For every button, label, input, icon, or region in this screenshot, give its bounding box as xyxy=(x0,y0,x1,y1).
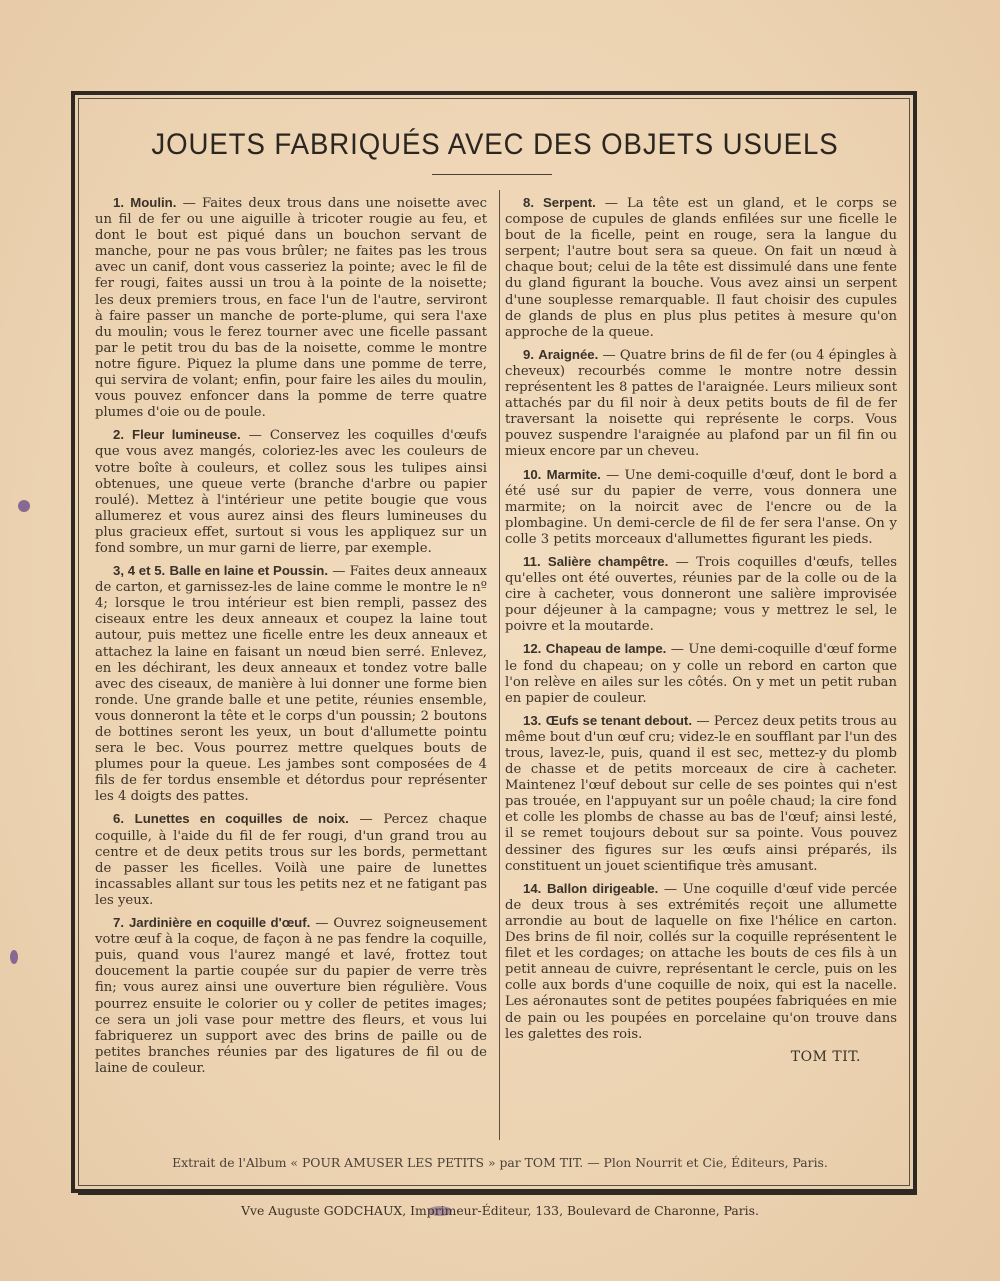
entry-heading: Araignée. xyxy=(538,346,599,362)
entry-fleur-lumineuse xyxy=(95,427,487,557)
entry-number: 3, 4 et 5. xyxy=(113,563,166,579)
entry-heading: Œufs se tenant debout. xyxy=(545,712,692,728)
entry-text: — Percez deux petits trous au même bout d'un œuf cru; videz-le en soufflant par l'un des trous, lavez-le, puis, quand il est sec, mettez-y du plomb de chasse et de petits morceaux de cire à cacheter. Maintenez l'œuf debout sur celle de ses pointes qui n'est pas trouée, en l'appuyant sur un poêle chaud; la cire fond et colle les plombs de chasse au bas de l'œuf; ainsi lesté, il se remet toujours debout sur sa pointe. Vous pouvez dessiner des figures sur les œufs ainsi préparés, ils constituent un jouet scientifique très amusant. xyxy=(505,713,897,874)
ink-stain xyxy=(18,500,30,512)
entry-text: — Percez chaque coquille, à l'aide du fil de fer rougi, d'un grand trou au centre et de deux petits trous sur les bords, permettant de passer les ficelles. Voilà une paire de lunettes incassables allant sur tous les petits nez et ne fatigant pas les yeux. xyxy=(95,812,487,908)
entry-heading: Balle en laine et Poussin. xyxy=(169,563,328,579)
entry-number: 11. xyxy=(523,553,541,569)
entry-heading: Fleur lumineuse. xyxy=(132,427,241,443)
page-title: JOUETS FABRIQUÉS AVEC DES OBJETS USUELS xyxy=(151,128,839,161)
entry-saliere xyxy=(505,554,897,635)
entry-heading: Ballon dirigeable. xyxy=(546,880,659,896)
entry-number: 6. xyxy=(113,811,124,827)
entry-lunettes xyxy=(95,811,487,909)
entry-number: 8. xyxy=(523,195,534,210)
entry-marmite xyxy=(505,467,897,548)
left-column xyxy=(95,195,487,1147)
entry-jardiniere xyxy=(95,915,487,1077)
entry-text: — Trois coquilles d'œufs, telles qu'elles ont été ouvertes, réunies par de la colle ou de la cire à cacheter, vous donneront une salière improvisée pour déjeuner à la campagne; vous y mettrez le sel, le poivre et la moutarde. xyxy=(505,554,897,635)
entry-heading: Jardinière en coquille d'œuf. xyxy=(128,915,311,931)
entry-text: — Faites deux trous dans une noisette avec un fil de fer ou une aiguille à tricoter rougie au feu, et dont le bout est piqué dans un bouchon servant de manche, pour ne pas vous brûler; ne faites pas les trous avec un canif, dont vous casseriez la pointe; avec le fil de fer rougi, faites aussi un trou à la pointe de la noisette; les deux premiers trous, en face l'un de l'autre, serviront à faire passer un manche de porte-plume, qui sera l'axe du moulin; vous le ferez tourner avec une ficelle passant par le petit trou du bas de la noisette, comme le montre notre figure. Piquez la plume dans une pomme de terre, qui servira de volant; enfin, pour faire les ailes du moulin, vous pouvez enfoncer dans la pomme de terre quatre plumes d'oie ou de poule. xyxy=(95,196,487,421)
entry-number: 12. xyxy=(523,641,542,657)
entry-text: — Une demi-coquille d'œuf forme le fond du chapeau; on y colle un rebord en carton que l'on relève en ailes sur les côtés. On y met un petit ruban en papier de couleur. xyxy=(505,642,897,706)
ink-stain xyxy=(10,950,18,964)
entry-heading: Chapeau de lampe. xyxy=(545,641,667,657)
bottom-rule xyxy=(78,1193,917,1195)
entry-number: 7. xyxy=(113,915,124,931)
entry-heading: Serpent. xyxy=(543,195,596,210)
album-credit: Extrait de l'Album « POUR AMUSER LES PETITS » par TOM TIT. — Plon Nourrit et Cie, Éditeurs, Paris. xyxy=(172,1155,828,1170)
entry-oeufs-debout xyxy=(505,713,897,875)
entry-serpent xyxy=(505,195,897,341)
entry-number: 2. xyxy=(113,427,124,443)
entry-balle-poussin xyxy=(95,563,487,805)
entry-moulin xyxy=(95,195,487,421)
entry-number: 10. xyxy=(523,466,542,482)
printer-imprint: Vve Auguste GODCHAUX, Imprimeur-Éditeur, 133, Boulevard de Charonne, Paris. xyxy=(241,1203,759,1218)
author-signature: TOM TIT. xyxy=(790,1048,861,1065)
entry-araignee xyxy=(505,347,897,461)
entry-chapeau-lampe xyxy=(505,641,897,706)
entry-number: 13. xyxy=(523,712,542,728)
title-underline xyxy=(432,174,552,175)
column-divider xyxy=(499,190,500,1140)
right-column xyxy=(505,195,897,1147)
entry-number: 14. xyxy=(523,880,542,896)
entry-text: — Ouvrez soigneusement votre œuf à la coque, de façon à ne pas fendre la coquille, puis, quand vous l'aurez mangé et lavé, frottez tout doucement la partie coupée sur du papier de verre très fin; vous aurez ainsi une ouverture bien régulière. Vous pourrez ensuite le colorier ou y coller de petites images; ce sera un joli vase pour mettre des fleurs, et vous lui fabriquerez un support avec des brins de paille ou de petites branches réunies par des ligatures de fil ou de laine de couleur. xyxy=(95,916,487,1076)
entry-ballon-dirigeable xyxy=(505,881,897,1043)
entry-text: — La tête est un gland, et le corps se compose de cupules de glands enfilées sur une ficelle le bout de la ficelle, peint en rouge, sera la langue du serpent; l'autre bout sera sa queue. On fait un nœud à chaque bout; celui de la tête est dissimulé dans une fente du gland figurant la bouche. Vous avez ainsi un serpent d'une souplesse remarquable. Il faut choisir des cupules de glands de plus en plus plus petites à mesure qu'on approche de la queue. xyxy=(505,196,897,340)
entry-heading: Salière champêtre. xyxy=(547,553,669,569)
entry-text: — Une coquille d'œuf vide percée de deux trous à ses extrémités reçoit une allumette arrondie au bout de laquelle on fixe l'hélice en carton. Des brins de fil noir, collés sur la coquille représentent le filet et les cordages; on attache les bouts de ces fils à un petit anneau de cuivre, représentant le cercle, puis on les colle aux bords d'une coquille de noix, qui est la nacelle. Les aéronautes sont de petites poupées fabriquées en mie de pain ou les poupées en porcelaine qu'on trouve dans les galettes des rois. xyxy=(505,881,897,1042)
entry-number: 9. xyxy=(523,346,534,362)
entry-text: — Quatre brins de fil de fer (ou 4 épingles à cheveux) recourbés comme le montre notre dessin représentent les 8 pattes de l'araignée. Leurs milieux sont attachés par du fil noir à deux petits bouts de fil de fer traversant la noisette qui représente le corps. Vous pouvez suspendre l'araignée au plafond par un fil fin ou mieux encore par un cheveu. xyxy=(505,347,897,460)
entry-text: — Conservez les coquilles d'œufs que vous avez mangés, coloriez-les avec les couleurs de votre boîte à couleurs, et collez sous les tulipes ainsi obtenues, une queue verte (branche d'arbre ou papier roulé). Mettez à l'intérieur une petite bougie que vous allumerez et vous aurez ainsi des fleurs lumineuses du plus gracieux effet, surtout si vous les appliquez sur un fond sombre, un mur garni de lierre, par exemple. xyxy=(95,428,487,556)
entry-text: — Faites deux anneaux de carton, et garnissez-les de laine comme le montre le nº 4; lorsque le trou intérieur est bien rempli, passez des ciseaux entre les deux anneaux et coupez la laine tout autour, puis mettez une ficelle entre les deux anneaux et attachez la laine en faisant un nœud bien serré. Enlevez, en les déchirant, les deux anneaux et tondez votre balle avec des ciseaux, de manière à lui donner une forme bien ronde. Une grande balle et une petite, réunies ensemble, vous donneront la tête et le corps d'un poussin; 2 boutons de bottines seront les yeux, un bout d'allumette pointu sera le bec. Vous pourrez mettre quelques bouts de plumes pour la queue. Les jambes sont composées de 4 fils de fer tordus ensemble et détordus pour représenter les 4 doigts des pattes. xyxy=(95,564,487,805)
entry-heading: Moulin. xyxy=(130,195,177,210)
entry-text: — Une demi-coquille d'œuf, dont le bord a été usé sur du papier de verre, vous donnera une marmite; on la noircit avec de l'encre ou de la plombagine. Un demi-cercle de fil de fer sera l'anse. On y colle 3 petits morceaux d'allumettes figurant les pieds. xyxy=(505,467,897,547)
entry-number: 1. xyxy=(113,195,124,210)
entry-heading: Lunettes en coquilles de noix. xyxy=(134,811,349,827)
entry-heading: Marmite. xyxy=(546,466,601,482)
